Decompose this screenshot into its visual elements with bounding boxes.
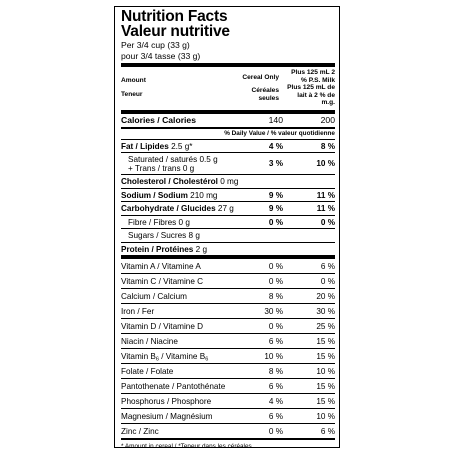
vitamin-c2: 0 % bbox=[320, 276, 335, 286]
vitamin-c2: 25 % bbox=[316, 321, 335, 331]
protein-row bbox=[121, 243, 335, 256]
chol-name bbox=[121, 177, 335, 186]
vitamin-c2: 15 % bbox=[316, 351, 335, 361]
fat-name bbox=[121, 142, 243, 151]
vitamin-c2: 6 % bbox=[320, 426, 335, 436]
calories-label: Calories / Calories bbox=[121, 114, 196, 125]
vitamin-row bbox=[121, 289, 335, 303]
vitamin-b6-en: Vitamin B bbox=[121, 351, 156, 361]
dv-header: % Daily Value / % valeur quotidienne bbox=[224, 130, 335, 138]
vitamin-c1: 10 % bbox=[264, 351, 283, 361]
carb-name bbox=[121, 204, 243, 213]
vitamin-label: Folate / Folate bbox=[121, 366, 174, 376]
title-en: Nutrition Facts bbox=[121, 8, 228, 25]
title-fr: Valeur nutritive bbox=[121, 23, 230, 40]
calories-c1: 140 bbox=[268, 114, 283, 125]
sat-label: Saturated / saturés 0.5 g bbox=[128, 154, 218, 164]
vitamin-c1: 6 % bbox=[268, 411, 283, 421]
vitamin-row bbox=[121, 304, 335, 318]
vitamin-c2: 20 % bbox=[316, 291, 335, 301]
col1-header bbox=[231, 74, 279, 103]
cholesterol-row bbox=[121, 175, 335, 188]
fat-c2: 8 % bbox=[320, 141, 335, 151]
sodium-name bbox=[121, 191, 243, 200]
vitamin-c1: 8 % bbox=[268, 291, 283, 301]
serving-size-en: Per 3/4 cup (33 g) bbox=[121, 40, 190, 50]
sat-name bbox=[121, 155, 243, 174]
col1-header-fr: Céréales seules bbox=[251, 87, 279, 102]
amount-header-fr: Teneur bbox=[121, 90, 143, 98]
vitamin-row bbox=[121, 364, 335, 378]
vitamin-c2: 10 % bbox=[316, 411, 335, 421]
col2-header bbox=[279, 69, 335, 107]
vitamin-c1: 30 % bbox=[264, 306, 283, 316]
vitamin-c2: 30 % bbox=[316, 306, 335, 316]
chol-label: Cholesterol / Cholestérol bbox=[121, 177, 218, 186]
vitamin-label: Niacin / Niacine bbox=[121, 336, 178, 346]
sodium-c1: 9 % bbox=[268, 190, 283, 200]
vitamin-row bbox=[121, 349, 335, 363]
sodium-label: Sodium / Sodium bbox=[121, 190, 188, 200]
vitamin-c1: 4 % bbox=[268, 396, 283, 406]
nutrition-facts-label bbox=[114, 6, 340, 451]
col2-header-fr: Plus 125 mL de lait à 2 % de m.g. bbox=[287, 84, 335, 107]
vitamin-row bbox=[121, 424, 335, 438]
fat-amount: 2.5 g* bbox=[171, 141, 193, 151]
protein-name bbox=[121, 245, 335, 254]
protein-amount: 2 g bbox=[195, 244, 208, 254]
vitamin-label: Vitamin D / Vitamine D bbox=[121, 321, 204, 331]
vitamin-list bbox=[121, 259, 335, 438]
sugars-label: Sugars / Sucres 8 g bbox=[128, 231, 200, 240]
vitamin-row bbox=[121, 259, 335, 273]
vitamin-row bbox=[121, 319, 335, 333]
vitamin-label: Iron / Fer bbox=[121, 306, 155, 316]
vitamin-label: Pantothenate / Pantothénate bbox=[121, 381, 226, 391]
vitamin-c1: 0 % bbox=[268, 276, 283, 286]
sat-c2: 10 % bbox=[316, 159, 335, 169]
vitamin-label: Vitamin A / Vitamine A bbox=[121, 261, 201, 271]
col2-header-en: Plus 125 mL 2 % P.S. Milk bbox=[291, 69, 335, 84]
footnote: * Amount in cereal / *Teneur dans les céréales bbox=[121, 443, 252, 451]
fibre-c2: 0 % bbox=[320, 217, 335, 227]
vitamin-label: Phosphorus / Phosphore bbox=[121, 396, 212, 406]
vitamin-c2: 15 % bbox=[316, 396, 335, 406]
sugars-row bbox=[121, 229, 335, 242]
carb-c1: 9 % bbox=[268, 204, 283, 213]
vitamin-row bbox=[121, 334, 335, 348]
serving-size-fr: pour 3/4 tasse (33 g) bbox=[121, 51, 201, 61]
saturated-trans-row bbox=[121, 153, 335, 174]
vitamin-row bbox=[121, 409, 335, 423]
vitamin-c1: 0 % bbox=[268, 426, 283, 436]
vitamin-b6-en-subscript: 6 bbox=[155, 356, 159, 363]
vitamin-c1: 6 % bbox=[268, 336, 283, 346]
sodium-c2: 11 % bbox=[316, 190, 335, 200]
amount-header-en: Amount bbox=[121, 77, 146, 85]
chol-amount: 0 mg bbox=[220, 177, 239, 186]
vitamin-c2: 10 % bbox=[316, 366, 335, 376]
vitamin-row bbox=[121, 379, 335, 393]
vitamin-label: Zinc / Zinc bbox=[121, 426, 159, 436]
vitamin-b6-fr: / Vitamine B bbox=[158, 351, 206, 361]
vitamin-c2: 15 % bbox=[316, 381, 335, 391]
vitamin-c1: 0 % bbox=[268, 261, 283, 271]
calories-row bbox=[121, 114, 335, 127]
vitamin-label bbox=[121, 352, 243, 361]
vitamin-b6-fr-subscript: 6 bbox=[205, 356, 209, 363]
fat-c1: 4 % bbox=[268, 141, 283, 151]
vitamin-c2: 15 % bbox=[316, 336, 335, 346]
calories-c2: 200 bbox=[320, 114, 335, 125]
vitamin-c1: 8 % bbox=[268, 366, 283, 376]
vitamin-c1: 6 % bbox=[268, 381, 283, 391]
vitamin-c2: 6 % bbox=[320, 261, 335, 271]
dv-header-row bbox=[121, 129, 335, 139]
sodium-row bbox=[121, 189, 335, 202]
sodium-amount: 210 mg bbox=[190, 190, 218, 200]
col1-header-en: Cereal Only bbox=[242, 73, 279, 81]
carb-amount: 27 g bbox=[217, 204, 234, 213]
vitamin-label: Magnesium / Magnésium bbox=[121, 411, 213, 421]
carbohydrate-row bbox=[121, 202, 335, 215]
fat-row bbox=[121, 140, 335, 153]
sat-c1: 3 % bbox=[268, 159, 283, 169]
fibre-c1: 0 % bbox=[268, 217, 283, 227]
protein-label: Protein / Protéines bbox=[121, 244, 194, 254]
vitamin-label: Calcium / Calcium bbox=[121, 291, 187, 301]
column-header bbox=[121, 67, 335, 107]
vitamin-row bbox=[121, 274, 335, 288]
vitamin-c1: 0 % bbox=[268, 321, 283, 331]
trans-label: + Trans / trans 0 g bbox=[128, 163, 195, 173]
vitamin-row bbox=[121, 394, 335, 408]
fibre-label: Fibre / Fibres 0 g bbox=[128, 217, 190, 227]
amount-header bbox=[121, 77, 231, 98]
fibre-row bbox=[121, 216, 335, 229]
carb-label: Carbohydrate / Glucides bbox=[121, 204, 216, 213]
carb-c2: 11 % bbox=[316, 204, 335, 213]
vitamin-label: Vitamin C / Vitamine C bbox=[121, 276, 204, 286]
fat-label: Fat / Lipides bbox=[121, 141, 169, 151]
